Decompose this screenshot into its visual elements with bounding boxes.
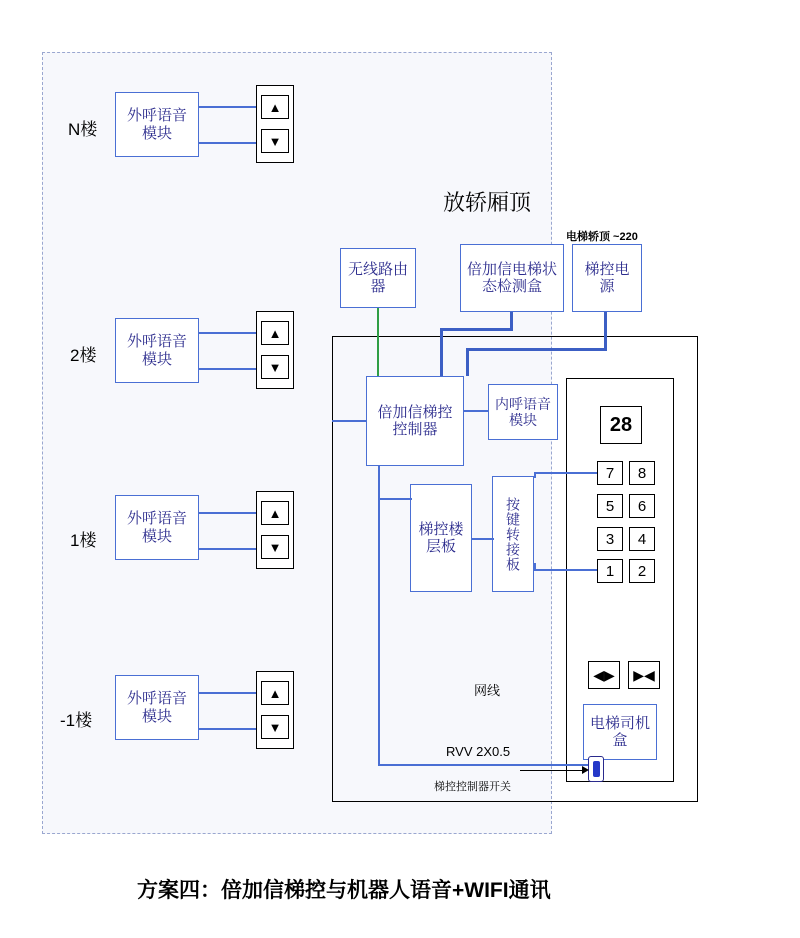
switch-callout-line: [520, 770, 586, 771]
hall-call-panel-1[interactable]: [256, 491, 294, 569]
wire-bottom-bus: [378, 764, 590, 766]
switch-callout-arrow: [582, 766, 589, 774]
controller-switch-knob: [593, 761, 600, 777]
car-button-6[interactable]: 6: [629, 494, 655, 518]
floor-display: 28: [600, 406, 642, 444]
hall-down-button-minus1[interactable]: ▼: [261, 715, 289, 739]
wire-minus1-down: [199, 728, 257, 730]
door-close-button[interactable]: ▶◀: [628, 661, 660, 689]
hall-up-button-2[interactable]: ▲: [261, 321, 289, 345]
outcall-voice-module-2: 外呼语音模块: [115, 318, 199, 383]
wire-detector-left: [440, 328, 513, 331]
wire-adapter-bottom-stub: [534, 563, 536, 571]
wire-floorboard-to-adapter: [472, 538, 494, 540]
wire-adapter-to-keypad-bottom: [534, 569, 597, 571]
hall-up-button-1[interactable]: ▲: [261, 501, 289, 525]
wire-power-to-controller: [466, 348, 469, 376]
inner-call-voice-module: 内呼语音模块: [488, 384, 558, 440]
wire-minus1-up: [199, 692, 257, 694]
car-button-4[interactable]: 4: [629, 527, 655, 551]
figure-caption: 方案四：倍加信梯控与机器人语音+WIFI通讯: [137, 879, 551, 902]
hall-down-button-1[interactable]: ▼: [261, 535, 289, 559]
outcall-voice-module-minus1: 外呼语音模块: [115, 675, 199, 740]
controller-switch-label: 梯控控制器开关: [434, 781, 511, 793]
hall-call-panel-2[interactable]: [256, 311, 294, 389]
outcall-voice-module-1: 外呼语音模块: [115, 495, 199, 560]
wireless-router-box: 无线路由器: [340, 248, 416, 308]
hall-down-button-2[interactable]: ▼: [261, 355, 289, 379]
wire-power-down: [604, 312, 607, 350]
hall-call-panel-n[interactable]: [256, 85, 294, 163]
wire-n-down: [199, 142, 257, 144]
wire-controller-left-bus: [378, 466, 380, 766]
car-button-5[interactable]: 5: [597, 494, 623, 518]
network-cable-label: 网线: [474, 683, 501, 698]
wire-controller-to-inner-voice: [464, 410, 488, 412]
car-button-8[interactable]: 8: [629, 461, 655, 485]
beijiaxin-elevator-controller: 倍加信梯控控制器: [366, 376, 464, 466]
wire-n-up: [199, 106, 257, 108]
key-adapter-board-label: 按键转接板: [505, 496, 522, 572]
hall-up-button-minus1[interactable]: ▲: [261, 681, 289, 705]
car-button-7[interactable]: 7: [597, 461, 623, 485]
wire-controller-to-hall-bus: [332, 420, 366, 422]
rvv-cable-label: RVV 2X0.5: [446, 744, 511, 759]
wire-adapter-top-stub: [534, 472, 536, 478]
wire-1-down: [199, 548, 257, 550]
hall-down-button-n[interactable]: ▼: [261, 129, 289, 153]
elevator-driver-box: 电梯司机盒: [583, 704, 657, 760]
hall-up-button-n[interactable]: ▲: [261, 95, 289, 119]
wire-1-up: [199, 512, 257, 514]
wire-power-left: [466, 348, 607, 351]
car-button-3[interactable]: 3: [597, 527, 623, 551]
elevator-control-power-box: 梯控电源: [572, 244, 642, 312]
wire-2-down: [199, 368, 257, 370]
controller-switch[interactable]: [588, 756, 604, 782]
diagram-title: 放轿厢顶: [443, 190, 532, 215]
power-source-note: 电梯轿顶 ~220: [566, 231, 638, 243]
outcall-voice-module-n: 外呼语音模块: [115, 92, 199, 157]
floor-label-n: N楼: [68, 120, 98, 139]
floor-label-2: 2楼: [70, 346, 97, 365]
wire-controller-to-floorboard: [378, 498, 412, 500]
car-button-1[interactable]: 1: [597, 559, 623, 583]
wire-2-up: [199, 332, 257, 334]
elevator-status-detector-box: 倍加信电梯状态检测盒: [460, 244, 564, 312]
hall-call-panel-minus1[interactable]: [256, 671, 294, 749]
door-open-button[interactable]: ◀▶: [588, 661, 620, 689]
wire-router-to-controller: [377, 308, 379, 382]
floor-control-board: 梯控楼层板: [410, 484, 472, 592]
wire-adapter-to-keypad-top: [534, 472, 597, 474]
key-adapter-board: [492, 476, 534, 592]
wire-detector-to-controller: [440, 328, 443, 376]
floor-label-1: 1楼: [70, 531, 97, 550]
floor-label-minus1: -1楼: [60, 711, 93, 730]
car-button-2[interactable]: 2: [629, 559, 655, 583]
